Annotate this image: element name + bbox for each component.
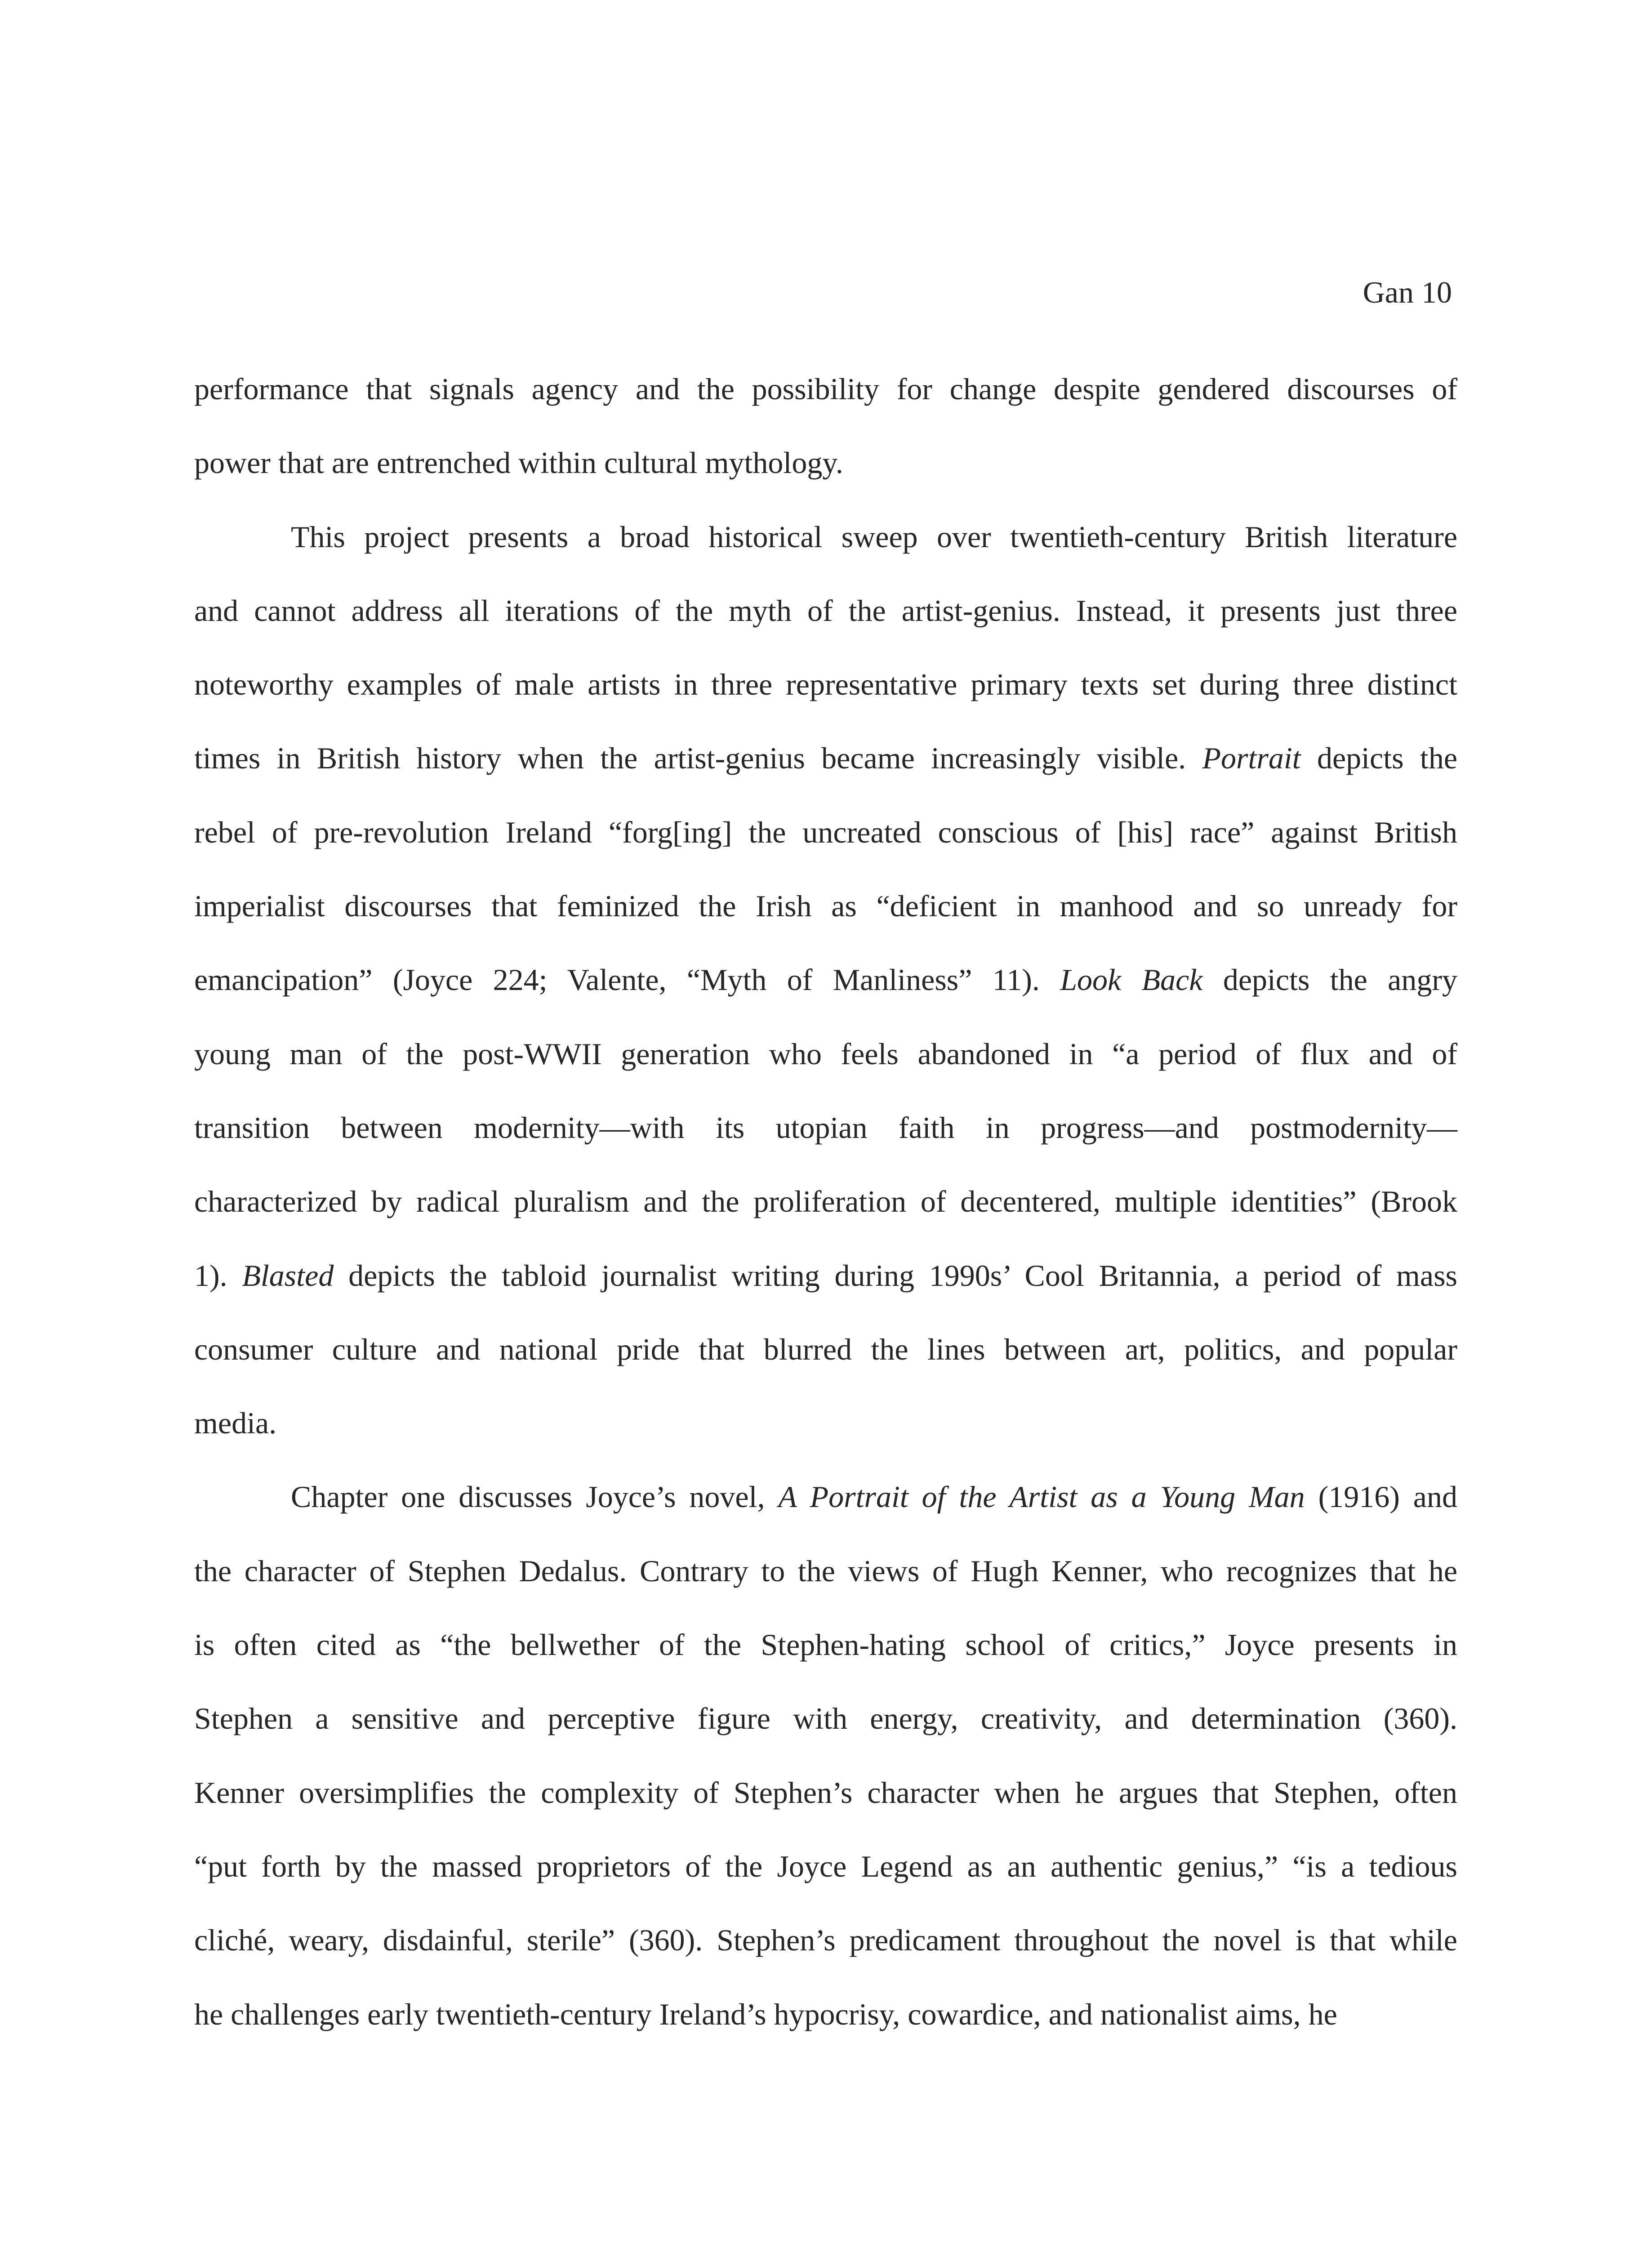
text-run: media. bbox=[194, 1406, 277, 1441]
text-run: depicts the bbox=[1300, 741, 1458, 776]
text-run: imperialist discourses that feminized the Irish as “deficient in manhood and so unready for bbox=[194, 889, 1457, 923]
text-run: cliché, weary, disdainful, sterile” (360). Stephen’s predicament throughout the novel is that while bbox=[194, 1923, 1457, 1958]
paragraph bbox=[194, 366, 1457, 514]
text-run: This project presents a broad historical sweep over twentieth-century British literature bbox=[291, 519, 1457, 554]
text-line bbox=[194, 736, 1457, 809]
text-line bbox=[194, 440, 1457, 514]
text-line bbox=[194, 1253, 1457, 1327]
italic-title: A Portrait of the Artist as a Young Man bbox=[778, 1480, 1305, 1514]
text-run: (1916) and bbox=[1305, 1480, 1457, 1514]
paragraph bbox=[194, 514, 1457, 1475]
text-line bbox=[194, 1548, 1457, 1622]
text-line bbox=[194, 1474, 1457, 1548]
running-head: Gan 10 bbox=[1363, 275, 1452, 309]
text-run: the character of Stephen Dedalus. Contrary to the views of Hugh Kenner, who recognizes that he bbox=[194, 1553, 1457, 1588]
text-line bbox=[194, 366, 1457, 440]
text-line bbox=[194, 1179, 1457, 1253]
text-run: Chapter one discusses Joyce’s novel, bbox=[291, 1480, 779, 1514]
text-run: emancipation” (Joyce 224; Valente, “Myth of Manliness” 11). bbox=[194, 963, 1060, 997]
text-line bbox=[194, 1770, 1457, 1844]
text-run: rebel of pre-revolution Ireland “forg[ing] the uncreated conscious of [his] race” against British bbox=[194, 815, 1457, 849]
text-line bbox=[194, 1696, 1457, 1770]
text-line bbox=[194, 1401, 1457, 1474]
text-line bbox=[194, 1105, 1457, 1179]
text-run: transition between modernity—with its utopian faith in progress—and postmodernity— bbox=[194, 1110, 1457, 1145]
body-text bbox=[194, 366, 1457, 2065]
text-run: is often cited as “the bellwether of the Stephen-hating school of critics,” Joyce presents in bbox=[194, 1628, 1457, 1662]
text-run: consumer culture and national pride that blurred the lines between art, politics, and popular bbox=[194, 1332, 1457, 1366]
text-line bbox=[194, 1992, 1457, 2065]
text-line bbox=[194, 1031, 1457, 1105]
italic-title: Look Back bbox=[1060, 963, 1203, 997]
text-line bbox=[194, 662, 1457, 736]
italic-title: Portrait bbox=[1202, 741, 1301, 776]
italic-title: Blasted bbox=[242, 1258, 334, 1293]
text-run: characterized by radical pluralism and the proliferation of decentered, multiple identities” (Brook bbox=[194, 1184, 1457, 1219]
text-line bbox=[194, 1844, 1457, 1918]
text-run: 1). bbox=[194, 1258, 242, 1293]
text-run: “put forth by the massed proprietors of the Joyce Legend as an authentic genius,” “is a tedious bbox=[194, 1849, 1457, 1883]
text-line bbox=[194, 514, 1457, 588]
text-line bbox=[194, 1622, 1457, 1696]
text-run: Kenner oversimplifies the complexity of Stephen’s character when he argues that Stephen, often bbox=[194, 1775, 1457, 1810]
text-run: times in British history when the artist-genius became increasingly visible. bbox=[194, 741, 1202, 776]
text-line bbox=[194, 810, 1457, 883]
text-run: young man of the post-WWII generation who feels abandoned in “a period of flux and of bbox=[194, 1036, 1457, 1071]
text-run: depicts the tabloid journalist writing during 1990s’ Cool Britannia, a period of mass bbox=[334, 1258, 1457, 1293]
text-run: performance that signals agency and the possibility for change despite gendered discourses of bbox=[194, 372, 1457, 406]
text-line bbox=[194, 1327, 1457, 1401]
text-line bbox=[194, 883, 1457, 957]
text-line bbox=[194, 1918, 1457, 1991]
text-run: and cannot address all iterations of the myth of the artist-genius. Instead, it presents just three bbox=[194, 593, 1457, 628]
text-run: Stephen a sensitive and perceptive figure with energy, creativity, and determination (360). bbox=[194, 1701, 1457, 1736]
text-run: he challenges early twentieth-century Ireland’s hypocrisy, cowardice, and nationalist aims, he bbox=[194, 1997, 1337, 2031]
paragraph bbox=[194, 1474, 1457, 2065]
text-run: noteworthy examples of male artists in three representative primary texts set during three distinct bbox=[194, 667, 1457, 702]
text-line bbox=[194, 588, 1457, 662]
text-run: depicts the angry bbox=[1202, 963, 1458, 997]
text-line bbox=[194, 957, 1457, 1031]
text-run: power that are entrenched within cultural mythology. bbox=[194, 446, 843, 480]
